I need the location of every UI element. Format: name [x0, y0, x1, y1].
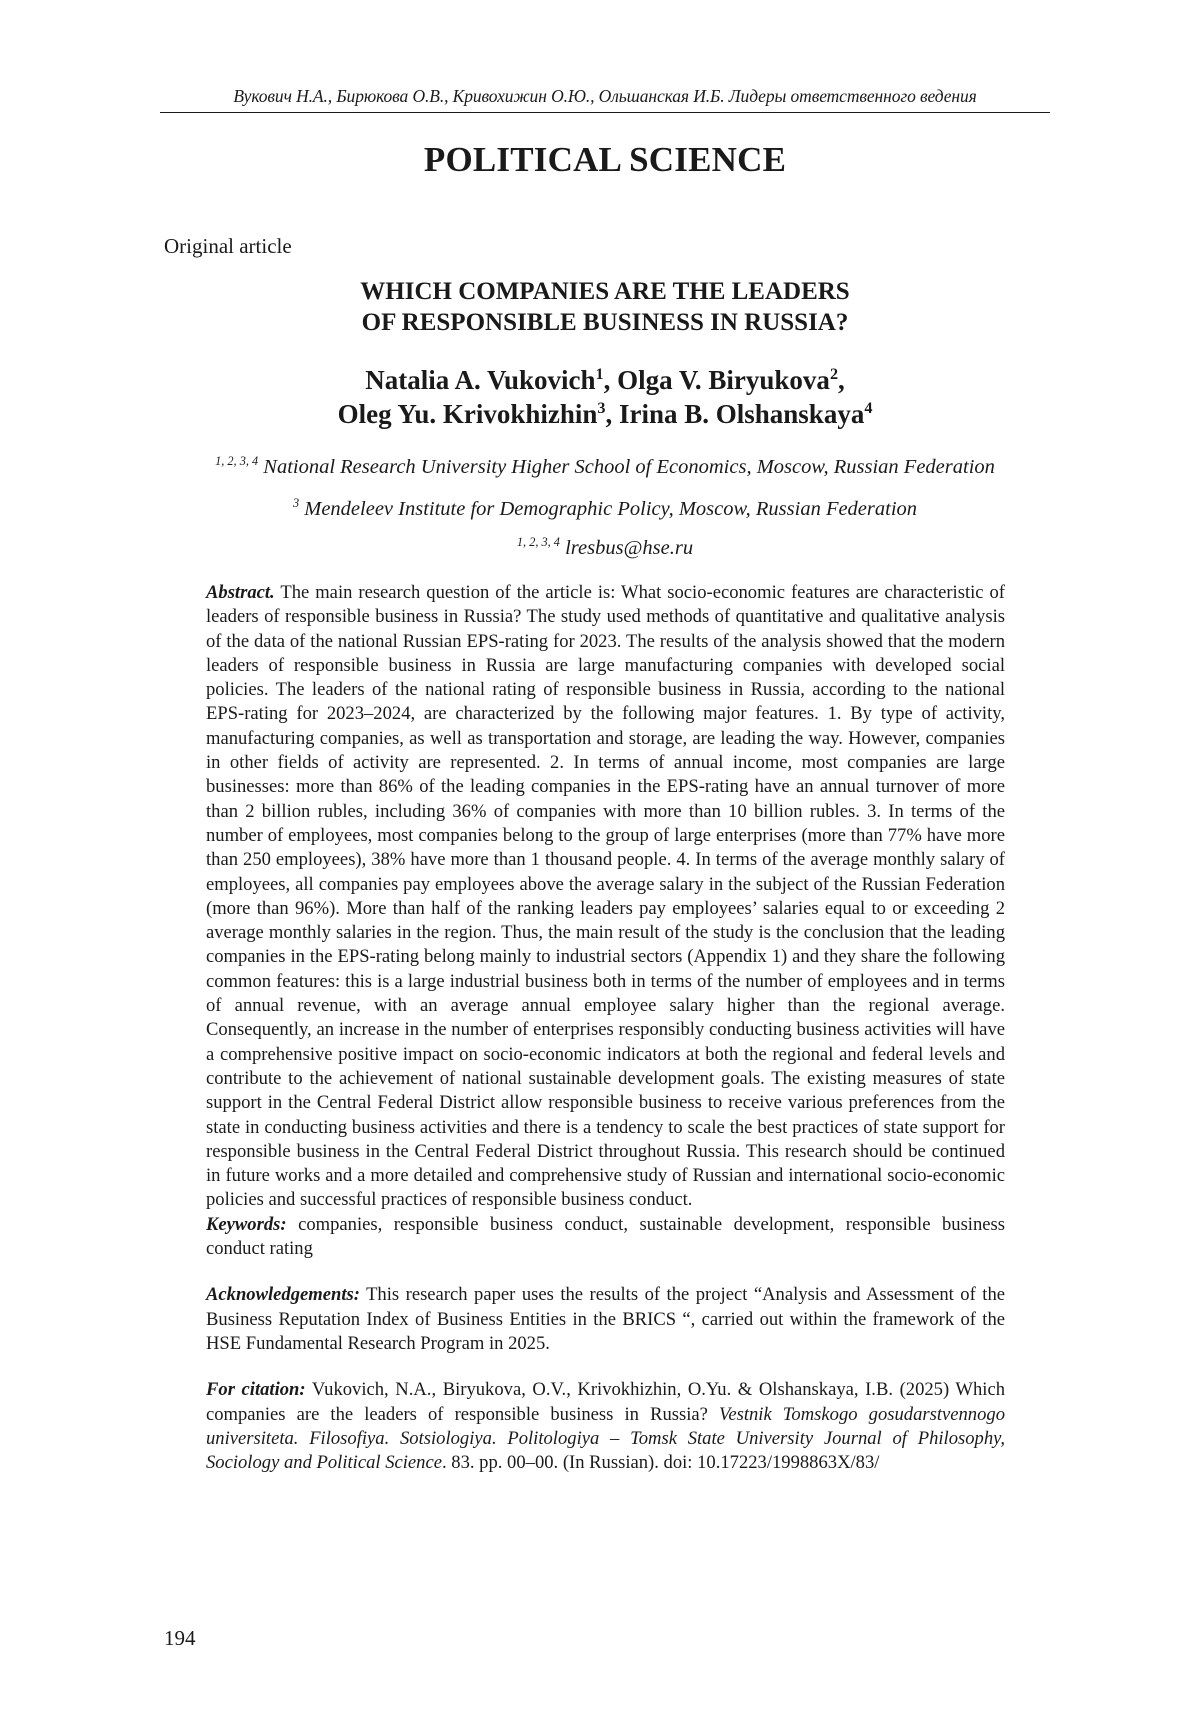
keywords-paragraph: [206, 1213, 1005, 1262]
abstract-paragraph: [206, 581, 1005, 1213]
author-sep: ,: [838, 365, 845, 395]
acknowledgements-text: This research paper uses the results of the project “Analysis and Assessment of the Business Reputation Index of Business Entities in the BRICS “, carried out within the framework of the HSE Fundamental Research Program in 2025.: [206, 1284, 1005, 1354]
author-name: Irina B. Olshanskaya: [618, 399, 865, 429]
page-number: 194: [164, 1626, 196, 1650]
affiliation-hse: [150, 456, 1060, 479]
affiliation-mendeleev: [150, 498, 1060, 521]
acknowledgements-paragraph: [206, 1283, 1005, 1356]
affiliation-text: National Research University Higher School of Economics, Moscow, Russian Federation: [263, 456, 995, 478]
author-name: Oleg Yu. Krivokhizhin: [337, 399, 598, 429]
author-sup: 4: [864, 399, 873, 417]
author-name: Natalia A. Vukovich: [365, 365, 596, 395]
contact-email: [150, 537, 1060, 560]
acknowledgements-label: Acknowledgements:: [206, 1284, 360, 1306]
author-sup: 1: [595, 365, 604, 383]
author-name: Olga V. Biryukova: [617, 365, 830, 395]
author-list: [180, 363, 1030, 431]
email-text: lresbus@hse.ru: [565, 537, 694, 559]
abstract-block: [206, 581, 1005, 1475]
section-heading: POLITICAL SCIENCE: [423, 140, 787, 179]
running-head: Вукович Н.А., Бирюкова О.В., Кривохижин О.Ю., Ольшанская И.Б. Лидеры ответственного ведения: [233, 86, 977, 106]
abstract-label: Abstract.: [206, 582, 275, 603]
author-sep: ,: [605, 399, 619, 429]
header-rule: [160, 112, 1050, 113]
affiliation-text: Mendeleev Institute for Demographic Policy, Moscow, Russian Federation: [304, 498, 918, 520]
author-sup: 2: [829, 365, 839, 383]
article-type: Original article: [164, 234, 292, 258]
citation-journal: Vestnik Tomskogo gosudarstvennogo universiteta. Filosofiya. Sotsiologiya. Politologiya – Tomsk State University Journal of Philosophy, Sociology and Political Science: [206, 1403, 1005, 1474]
author-line-2: [180, 397, 1030, 431]
article-title: [180, 276, 1030, 338]
citation-label: For citation:: [206, 1379, 306, 1401]
affiliation-sup: 3: [292, 496, 300, 511]
keywords-label: Keywords:: [206, 1213, 287, 1235]
author-sup: 3: [597, 399, 606, 417]
title-line-1: WHICH COMPANIES ARE THE LEADERS: [360, 278, 850, 305]
keywords-text: companies, responsible business conduct, sustainable development, responsible business conduct rating: [206, 1213, 1005, 1260]
abstract-text: The main research question of the article is: What socio-economic features are characteristic of leaders of responsible business in Russia? The study used methods of quantitative and qualitative analysis of the data of the national Russian EPS-rating for 2023. The results of the analysis showed that the modern leaders of responsible business in Russia are large manufacturing companies with developed social policies. The leaders of the national rating of responsible business in Russia, according to the national EPS-rating for 2023–2024, are characterized by the following major features. 1. By type of activity, manufacturing companies, as well as transportation and storage, are leading the way. However, companies in other fields of activity are represented. 2. In terms of annual income, most companies are large businesses: more than 86% of the leading companies in the EPS-rating have an annual turnover of more than 2 billion rubles, including 36% of companies with more than 10 billion rubles. 3. In terms of the number of employees, most companies belong to the group of large enterprises (more than 77% have more than 250 employees), 38% have more than 1 thousand people. 4. In terms of the average monthly salary of employees, all companies pay employees above the average salary in the subject of the Russian Federation (more than 96%). More than half of the ranking leaders pay employees’ salaries equal to or exceeding 2 average monthly salaries in the region. Thus, the main result of the study is the conclusion that the leading companies in the EPS-rating belong mainly to industrial sectors (Appendix 1) and they share the following common features: this is a large industrial business both in terms of the number of employees and in terms of annual revenue, with an average annual employee salary higher than the regional average. Consequently, an increase in the number of enterprises responsibly conducting business activities will have a comprehensive positive impact on socio-economic indicators at both the regional and federal levels and contribute to the achievement of national sustainable development goals. The existing measures of state support in the Central Federal District allow responsible business to receive various preferences from the state in conducting business activities and there is a tendency to scale the best practices of state support for responsible business in the Central Federal District throughout Russia. This research should be continued in future works and a more detailed and comprehensive study of Russian and international socio-economic policies and successful practices of responsible business conduct.: [206, 582, 1005, 1211]
affiliation-sup: 1, 2, 3, 4: [215, 454, 259, 469]
email-sup: 1, 2, 3, 4: [516, 535, 560, 550]
author-sep: ,: [603, 365, 618, 395]
author-line-1: [180, 363, 1030, 397]
title-line-2: OF RESPONSIBLE BUSINESS IN RUSSIA?: [361, 309, 849, 336]
citation-text: Vukovich, N.A., Biryukova, O.V., Krivokhizhin, O.Yu. & Olshanskaya, I.B. (2025) Which companies are the leaders of responsible business in Russia?: [206, 1379, 1005, 1425]
citation-tail: . 83. pp. 00–00. (In Russian). doi: 10.17223/1998863X/83/: [441, 1452, 880, 1474]
citation-paragraph: [206, 1378, 1005, 1475]
